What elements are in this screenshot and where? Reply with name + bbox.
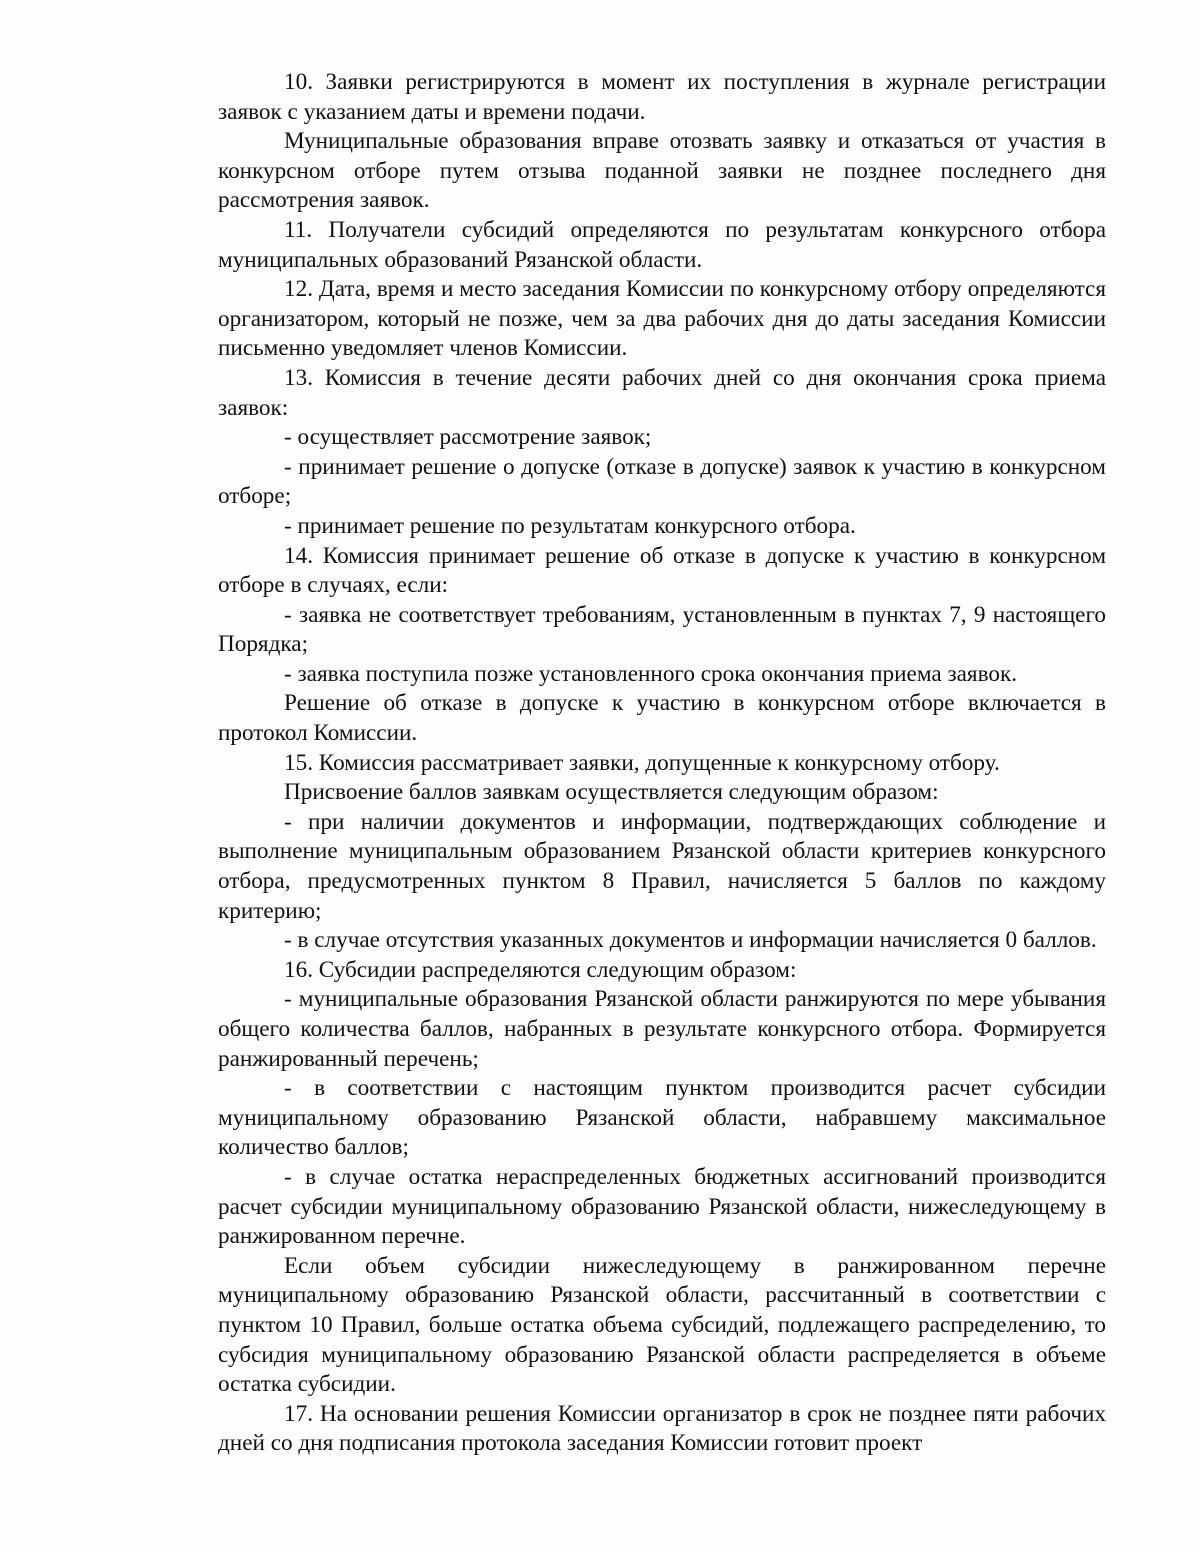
paragraph-15: 15. Комиссия рассматривает заявки, допущенные к конкурсному отбору. bbox=[284, 749, 1000, 776]
paragraph-rejection-protocol: Решение об отказе в допуске к участию в конкурсном отборе включается в протокол Комиссии. bbox=[218, 690, 1106, 747]
paragraph-12: 12. Дата, время и место заседания Комиссии по конкурсному отбору определяются организатором, который не позже, чем за два рабочих дня до даты заседания Комиссии письменно уведомляет членов Комиссии. bbox=[218, 276, 1106, 362]
document-body bbox=[218, 68, 1106, 1459]
paragraph-13: 13. Комиссия в течение десяти рабочих дней со дня окончания срока приема заявок: bbox=[218, 364, 1106, 421]
list-item: - муниципальные образования Рязанской области ранжируются по мере убывания общего количества баллов, набранных в результате конкурсного отбора. Формируется ранжированный перечень; bbox=[218, 986, 1106, 1072]
list-item: - в случае отсутствия указанных документов и информации начисляется 0 баллов. bbox=[284, 927, 1097, 954]
paragraph-17: 17. На основании решения Комиссии организатор в срок не позднее пяти рабочих дней со дня подписания протокола заседания Комиссии готовит проект bbox=[218, 1400, 1106, 1457]
list-item: - осуществляет рассмотрение заявок; bbox=[284, 424, 652, 451]
paragraph-scoring: Присвоение баллов заявкам осуществляется следующим образом: bbox=[284, 779, 939, 806]
paragraph-11: 11. Получатели субсидий определяются по результатам конкурсного отбора муниципальных образований Рязанской области. bbox=[218, 216, 1106, 273]
paragraph-withdraw-application: Муниципальные образования вправе отозвать заявку и отказаться от участия в конкурсном отборе путем отзыва поданной заявки не позднее последнего дня рассмотрения заявок. bbox=[218, 128, 1106, 214]
list-item: - заявка не соответствует требованиям, установленным в пунктах 7, 9 настоящего Порядка; bbox=[218, 601, 1106, 658]
list-item: - принимает решение по результатам конкурсного отбора. bbox=[284, 512, 856, 539]
list-item: - в соответствии с настоящим пунктом производится расчет субсидии муниципальному образованию Рязанской области, набравшему максимальное количество баллов; bbox=[218, 1075, 1106, 1161]
paragraph-14: 14. Комиссия принимает решение об отказе в допуске к участию в конкурсном отборе в случаях, если: bbox=[218, 542, 1106, 599]
list-item: - в случае остатка нераспределенных бюджетных ассигнований производится расчет субсидии муниципальному образованию Рязанской области, нижеследующему в ранжированном перечне. bbox=[218, 1163, 1106, 1250]
list-item: - заявка поступила позже установленного срока окончания приема заявок. bbox=[284, 660, 1018, 687]
paragraph-16: 16. Субсидии распределяются следующим образом: bbox=[284, 956, 797, 983]
list-item: - принимает решение о допуске (отказе в допуске) заявок к участию в конкурсном отборе; bbox=[218, 453, 1106, 510]
paragraph-subsidy-remainder: Если объем субсидии нижеследующему в ранжированном перечне муниципальному образованию Рязанской области, рассчитанный в соответствии с пунктом 10 Правил, больше остатка объема субсидий, подлежащего распределению, то субсидия муниципальному образованию Рязанской области распределяется в объеме остатка субсидии. bbox=[218, 1252, 1106, 1398]
paragraph-10: 10. Заявки регистрируются в момент их поступления в журнале регистрации заявок с указанием даты и времени подачи. bbox=[218, 69, 1106, 125]
list-item: - при наличии документов и информации, подтверждающих соблюдение и выполнение муниципальным образованием Рязанской области критериев конкурсного отбора, предусмотренных пунктом 8 Правил, начисляется 5 баллов по каждому критерию; bbox=[218, 808, 1106, 924]
